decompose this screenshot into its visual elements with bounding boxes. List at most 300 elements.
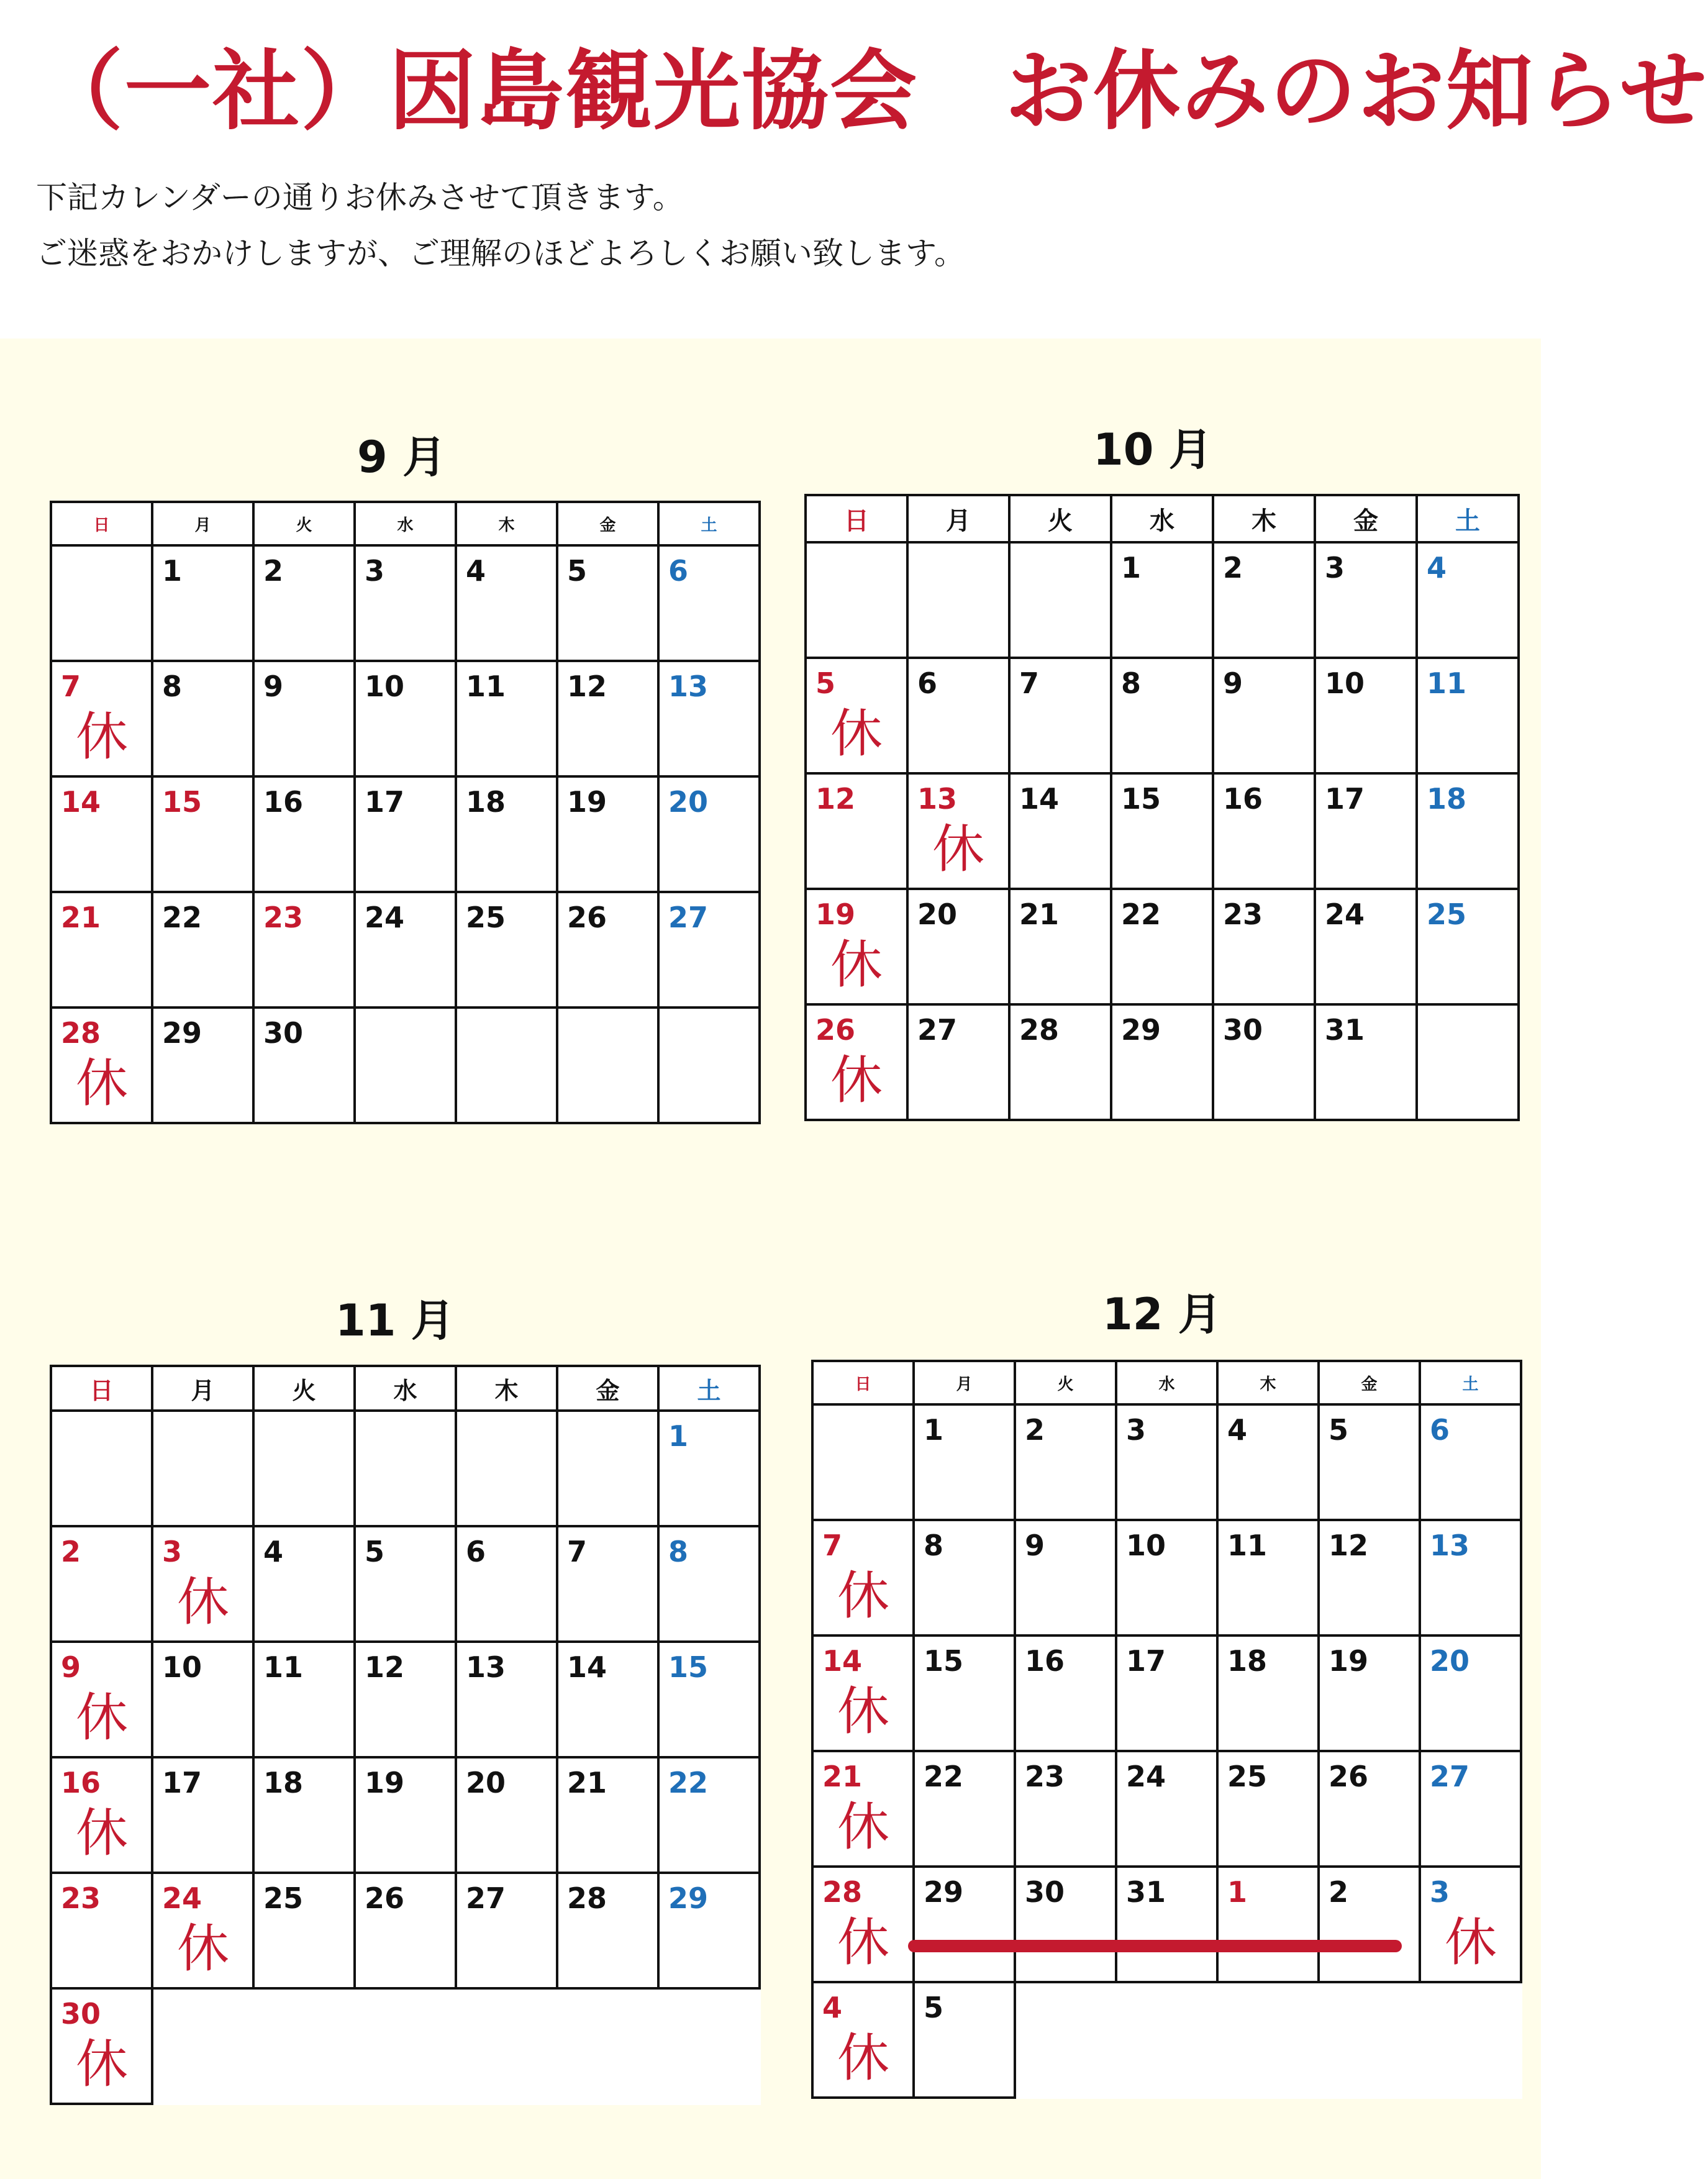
day-cell [1111, 658, 1213, 773]
empty-day-cell [557, 1411, 658, 1526]
day-number: 30 [1223, 1013, 1263, 1047]
day-cell [1315, 1004, 1417, 1120]
day-cell [914, 1867, 1015, 1982]
empty-space [1217, 1982, 1319, 2098]
day-cell [812, 1751, 914, 1867]
day-cell [51, 1526, 152, 1642]
day-cell [806, 773, 907, 889]
day-number: 20 [668, 785, 709, 819]
closed-mark: 休 [932, 819, 985, 880]
day-number: 12 [1329, 1529, 1369, 1562]
day-cell [253, 545, 355, 661]
day-number: 13 [466, 1650, 506, 1684]
day-number: 5 [815, 666, 836, 700]
empty-space [658, 1988, 760, 2104]
day-number: 27 [917, 1013, 958, 1047]
day-cell [152, 661, 253, 776]
day-number: 7 [1019, 666, 1040, 700]
day-number: 26 [365, 1881, 405, 1915]
day-cell [1420, 1635, 1521, 1751]
weekday-header: 木 [456, 1366, 557, 1411]
day-number: 30 [263, 1016, 304, 1050]
day-cell [1217, 1635, 1319, 1751]
day-number: 12 [567, 670, 607, 703]
day-cell [1009, 1004, 1111, 1120]
day-number: 4 [1227, 1413, 1248, 1447]
empty-day-cell [456, 1411, 557, 1526]
day-cell [1420, 1751, 1521, 1867]
empty-space [1015, 1982, 1116, 2098]
day-number: 6 [1430, 1413, 1450, 1447]
day-cell [51, 1008, 152, 1123]
weekday-header: 水 [355, 1366, 456, 1411]
day-cell [51, 1873, 152, 1988]
day-number: 23 [1223, 898, 1263, 931]
closed-mark: 休 [177, 1572, 230, 1632]
organization-name: （一社）因島観光協会 [36, 41, 919, 142]
day-cell [806, 889, 907, 1004]
closed-mark: 休 [76, 1687, 129, 1748]
day-cell [1111, 1004, 1213, 1120]
day-cell [914, 1520, 1015, 1635]
weekday-header: 月 [907, 495, 1009, 542]
notice-line-1: 下記カレンダーの通りお休みさせて頂きます。 [36, 180, 684, 216]
day-cell [907, 773, 1009, 889]
weekday-header: 月 [914, 1361, 1015, 1404]
weekday-header: 火 [253, 1366, 355, 1411]
day-cell [914, 1404, 1015, 1520]
day-cell [1217, 1520, 1319, 1635]
day-number: 24 [1126, 1760, 1166, 1793]
day-number: 6 [668, 554, 689, 588]
day-number: 14 [61, 785, 101, 819]
day-cell [1015, 1404, 1116, 1520]
month-title: 9 月 [357, 432, 447, 483]
day-cell [1015, 1751, 1116, 1867]
day-cell [1420, 1867, 1521, 1982]
day-cell [1116, 1867, 1217, 1982]
empty-space [253, 1988, 355, 2104]
day-cell [152, 545, 253, 661]
empty-day-cell [152, 1411, 253, 1526]
day-number: 21 [567, 1766, 607, 1799]
weekday-header: 火 [1009, 495, 1111, 542]
day-cell [1213, 542, 1315, 658]
day-cell [812, 1520, 914, 1635]
day-number: 24 [1325, 898, 1365, 931]
day-cell [812, 1982, 914, 2098]
day-cell [557, 1526, 658, 1642]
day-number: 31 [1325, 1013, 1365, 1047]
weekday-header: 金 [1315, 495, 1417, 542]
day-number: 30 [61, 1997, 101, 2031]
day-number: 23 [61, 1881, 101, 1915]
day-number: 7 [567, 1535, 588, 1568]
empty-space [456, 1988, 557, 2104]
day-number: 23 [1025, 1760, 1065, 1793]
day-cell [557, 776, 658, 892]
day-cell [1116, 1520, 1217, 1635]
closed-mark: 休 [76, 1053, 129, 1114]
day-number: 23 [263, 901, 304, 934]
day-number: 29 [162, 1016, 202, 1050]
day-number: 22 [1121, 898, 1161, 931]
day-cell [51, 1757, 152, 1873]
day-cell [1315, 658, 1417, 773]
day-cell [1213, 1004, 1315, 1120]
day-cell [456, 892, 557, 1008]
day-cell [1213, 658, 1315, 773]
weekday-header: 金 [557, 1366, 658, 1411]
day-cell [658, 1873, 760, 1988]
day-number: 5 [924, 1991, 944, 2024]
day-cell [152, 1873, 253, 1988]
day-number: 19 [567, 785, 607, 819]
month-title: 11 月 [335, 1295, 455, 1346]
day-cell [1111, 773, 1213, 889]
weekday-header: 日 [812, 1361, 914, 1404]
day-cell [907, 1004, 1009, 1120]
day-number: 21 [61, 901, 101, 934]
day-number: 28 [61, 1016, 101, 1050]
day-cell [253, 1642, 355, 1757]
day-cell [253, 892, 355, 1008]
day-number: 2 [1025, 1413, 1045, 1447]
day-number: 29 [924, 1875, 964, 1909]
day-number: 13 [917, 782, 958, 816]
day-cell [51, 892, 152, 1008]
weekday-header: 土 [658, 1366, 760, 1411]
day-number: 1 [1121, 551, 1142, 585]
day-cell [152, 1757, 253, 1873]
day-number: 24 [365, 901, 405, 934]
day-cell [51, 776, 152, 892]
day-cell [253, 1526, 355, 1642]
day-cell [152, 1642, 253, 1757]
weekday-header: 日 [806, 495, 907, 542]
day-number: 3 [1325, 551, 1345, 585]
empty-day-cell [557, 1008, 658, 1123]
day-cell [152, 1008, 253, 1123]
day-number: 8 [668, 1535, 689, 1568]
day-number: 13 [1430, 1529, 1470, 1562]
day-number: 27 [668, 901, 709, 934]
closed-mark: 休 [76, 706, 129, 767]
empty-day-cell [51, 1411, 152, 1526]
closed-mark: 休 [1445, 1912, 1497, 1973]
day-cell [1417, 542, 1519, 658]
empty-space [1319, 1982, 1420, 2098]
day-number: 6 [917, 666, 938, 700]
day-number: 18 [1427, 782, 1467, 816]
day-cell [907, 889, 1009, 1004]
day-cell [1315, 773, 1417, 889]
day-number: 12 [365, 1650, 405, 1684]
day-number: 16 [61, 1766, 101, 1799]
day-cell [557, 545, 658, 661]
day-cell [1420, 1520, 1521, 1635]
day-cell [1319, 1520, 1420, 1635]
day-cell [658, 776, 760, 892]
day-number: 10 [365, 670, 405, 703]
empty-day-cell [253, 1411, 355, 1526]
weekday-header: 日 [51, 502, 152, 545]
day-number: 9 [1223, 666, 1243, 700]
day-number: 2 [1329, 1875, 1349, 1909]
day-cell [1015, 1867, 1116, 1982]
day-number: 18 [466, 785, 506, 819]
empty-day-cell [812, 1404, 914, 1520]
day-number: 4 [263, 1535, 284, 1568]
day-cell [152, 892, 253, 1008]
day-number: 14 [567, 1650, 607, 1684]
day-cell [51, 1988, 152, 2104]
day-number: 12 [815, 782, 856, 816]
day-number: 17 [162, 1766, 202, 1799]
closed-mark: 休 [830, 703, 883, 764]
weekday-header: 月 [152, 1366, 253, 1411]
day-cell [914, 1982, 1015, 2098]
day-cell [1217, 1404, 1319, 1520]
empty-space [355, 1988, 456, 2104]
day-number: 8 [924, 1529, 944, 1562]
day-cell [456, 1642, 557, 1757]
page-title [36, 40, 1708, 144]
day-cell [253, 1757, 355, 1873]
day-cell [355, 1642, 456, 1757]
day-cell [253, 661, 355, 776]
day-cell [1319, 1404, 1420, 1520]
closed-mark: 休 [837, 2027, 890, 2088]
day-cell [1111, 542, 1213, 658]
day-number: 19 [815, 898, 856, 931]
day-number: 5 [1329, 1413, 1349, 1447]
day-number: 1 [924, 1413, 944, 1447]
day-cell [658, 1411, 760, 1526]
day-number: 4 [822, 1991, 843, 2024]
day-cell [557, 1642, 658, 1757]
day-cell [1116, 1635, 1217, 1751]
day-cell [1009, 773, 1111, 889]
day-number: 28 [1019, 1013, 1060, 1047]
day-number: 9 [61, 1650, 81, 1684]
day-number: 18 [1227, 1644, 1268, 1678]
weekday-header: 火 [253, 502, 355, 545]
day-number: 17 [1325, 782, 1365, 816]
day-number: 10 [162, 1650, 202, 1684]
day-number: 3 [365, 554, 385, 588]
day-number: 28 [567, 1881, 607, 1915]
closed-mark: 休 [830, 1050, 883, 1111]
day-number: 10 [1126, 1529, 1166, 1562]
day-cell [456, 1873, 557, 1988]
month-title: 12 月 [1102, 1289, 1222, 1340]
closure-period-bar [908, 1940, 1402, 1952]
empty-day-cell [1009, 542, 1111, 658]
day-cell [355, 661, 456, 776]
weekday-header: 土 [1420, 1361, 1521, 1404]
day-number: 20 [466, 1766, 506, 1799]
day-cell [355, 892, 456, 1008]
day-cell [253, 1008, 355, 1123]
day-number: 19 [1329, 1644, 1369, 1678]
day-number: 27 [466, 1881, 506, 1915]
day-cell [1015, 1520, 1116, 1635]
weekday-header: 木 [1217, 1361, 1319, 1404]
day-number: 4 [1427, 551, 1447, 585]
weekday-header: 日 [51, 1366, 152, 1411]
day-cell [456, 1526, 557, 1642]
day-cell [1217, 1867, 1319, 1982]
day-number: 20 [917, 898, 958, 931]
day-cell [456, 1757, 557, 1873]
day-number: 26 [567, 901, 607, 934]
day-number: 28 [822, 1875, 863, 1909]
day-cell [1213, 773, 1315, 889]
day-number: 13 [668, 670, 709, 703]
day-cell [1319, 1635, 1420, 1751]
weekday-header: 水 [1116, 1361, 1217, 1404]
day-cell [1319, 1867, 1420, 1982]
day-cell [1319, 1751, 1420, 1867]
day-number: 18 [263, 1766, 304, 1799]
day-cell [51, 661, 152, 776]
day-number: 11 [263, 1650, 304, 1684]
day-cell [658, 1757, 760, 1873]
month-title: 10 月 [1093, 424, 1212, 475]
day-cell [1116, 1751, 1217, 1867]
weekday-header: 木 [456, 502, 557, 545]
day-cell [355, 1873, 456, 1988]
day-number: 26 [1329, 1760, 1369, 1793]
empty-day-cell [658, 1008, 760, 1123]
empty-day-cell [355, 1008, 456, 1123]
day-cell [1213, 889, 1315, 1004]
day-cell [812, 1867, 914, 1982]
day-cell [907, 658, 1009, 773]
empty-space [152, 1988, 253, 2104]
day-number: 1 [162, 554, 183, 588]
day-number: 22 [162, 901, 202, 934]
day-cell [152, 776, 253, 892]
day-number: 10 [1325, 666, 1365, 700]
day-number: 16 [1025, 1644, 1065, 1678]
day-number: 9 [1025, 1529, 1045, 1562]
day-cell [51, 1642, 152, 1757]
empty-space [1420, 1982, 1521, 2098]
day-number: 25 [263, 1881, 304, 1915]
closed-mark: 休 [76, 2034, 129, 2095]
day-number: 29 [1121, 1013, 1161, 1047]
calendar-grid [50, 1365, 761, 2105]
day-cell [355, 776, 456, 892]
closed-mark: 休 [837, 1912, 890, 1973]
weekday-header: 月 [152, 502, 253, 545]
calendar-grid [50, 501, 761, 1124]
empty-space [1116, 1982, 1217, 2098]
day-cell [1015, 1635, 1116, 1751]
day-cell [253, 1873, 355, 1988]
empty-space [557, 1988, 658, 2104]
day-number: 9 [263, 670, 284, 703]
day-cell [658, 545, 760, 661]
notice-heading: お休みのお知らせ [1005, 41, 1708, 142]
day-number: 11 [1427, 666, 1467, 700]
day-number: 19 [365, 1766, 405, 1799]
day-number: 2 [61, 1535, 81, 1568]
day-cell [914, 1751, 1015, 1867]
day-cell [152, 1526, 253, 1642]
day-cell [658, 892, 760, 1008]
closed-mark: 休 [837, 1681, 890, 1742]
day-number: 15 [162, 785, 202, 819]
closed-mark: 休 [830, 934, 883, 995]
day-number: 15 [924, 1644, 964, 1678]
day-cell [557, 661, 658, 776]
empty-day-cell [355, 1411, 456, 1526]
weekday-header: 水 [1111, 495, 1213, 542]
day-number: 25 [466, 901, 506, 934]
day-number: 24 [162, 1881, 202, 1915]
day-number: 11 [1227, 1529, 1268, 1562]
day-cell [355, 1526, 456, 1642]
weekday-header: 土 [658, 502, 760, 545]
day-number: 1 [1227, 1875, 1248, 1909]
day-number: 21 [822, 1760, 863, 1793]
empty-day-cell [1417, 1004, 1519, 1120]
day-cell [1417, 889, 1519, 1004]
day-cell [456, 661, 557, 776]
day-cell [456, 776, 557, 892]
day-number: 2 [1223, 551, 1243, 585]
day-number: 30 [1025, 1875, 1065, 1909]
day-cell [1420, 1404, 1521, 1520]
day-number: 11 [466, 670, 506, 703]
day-number: 7 [61, 670, 81, 703]
day-number: 8 [1121, 666, 1142, 700]
day-number: 15 [1121, 782, 1161, 816]
weekday-header: 土 [1417, 495, 1519, 542]
day-cell [806, 1004, 907, 1120]
day-number: 1 [668, 1419, 689, 1453]
day-cell [658, 661, 760, 776]
day-number: 5 [567, 554, 588, 588]
day-number: 26 [815, 1013, 856, 1047]
day-cell [1315, 889, 1417, 1004]
day-cell [658, 1526, 760, 1642]
empty-day-cell [907, 542, 1009, 658]
day-number: 27 [1430, 1760, 1470, 1793]
calendar-grid [811, 1360, 1522, 2099]
day-number: 7 [822, 1529, 843, 1562]
day-number: 15 [668, 1650, 709, 1684]
day-cell [456, 545, 557, 661]
day-number: 16 [1223, 782, 1263, 816]
day-cell [557, 1757, 658, 1873]
day-number: 20 [1430, 1644, 1470, 1678]
day-number: 14 [1019, 782, 1060, 816]
day-number: 2 [263, 554, 284, 588]
day-number: 3 [1430, 1875, 1450, 1909]
closed-mark: 休 [76, 1803, 129, 1863]
day-number: 8 [162, 670, 183, 703]
weekday-header: 金 [557, 502, 658, 545]
day-cell [557, 1873, 658, 1988]
day-number: 22 [924, 1760, 964, 1793]
weekday-header: 金 [1319, 1361, 1420, 1404]
empty-day-cell [51, 545, 152, 661]
weekday-header: 火 [1015, 1361, 1116, 1404]
